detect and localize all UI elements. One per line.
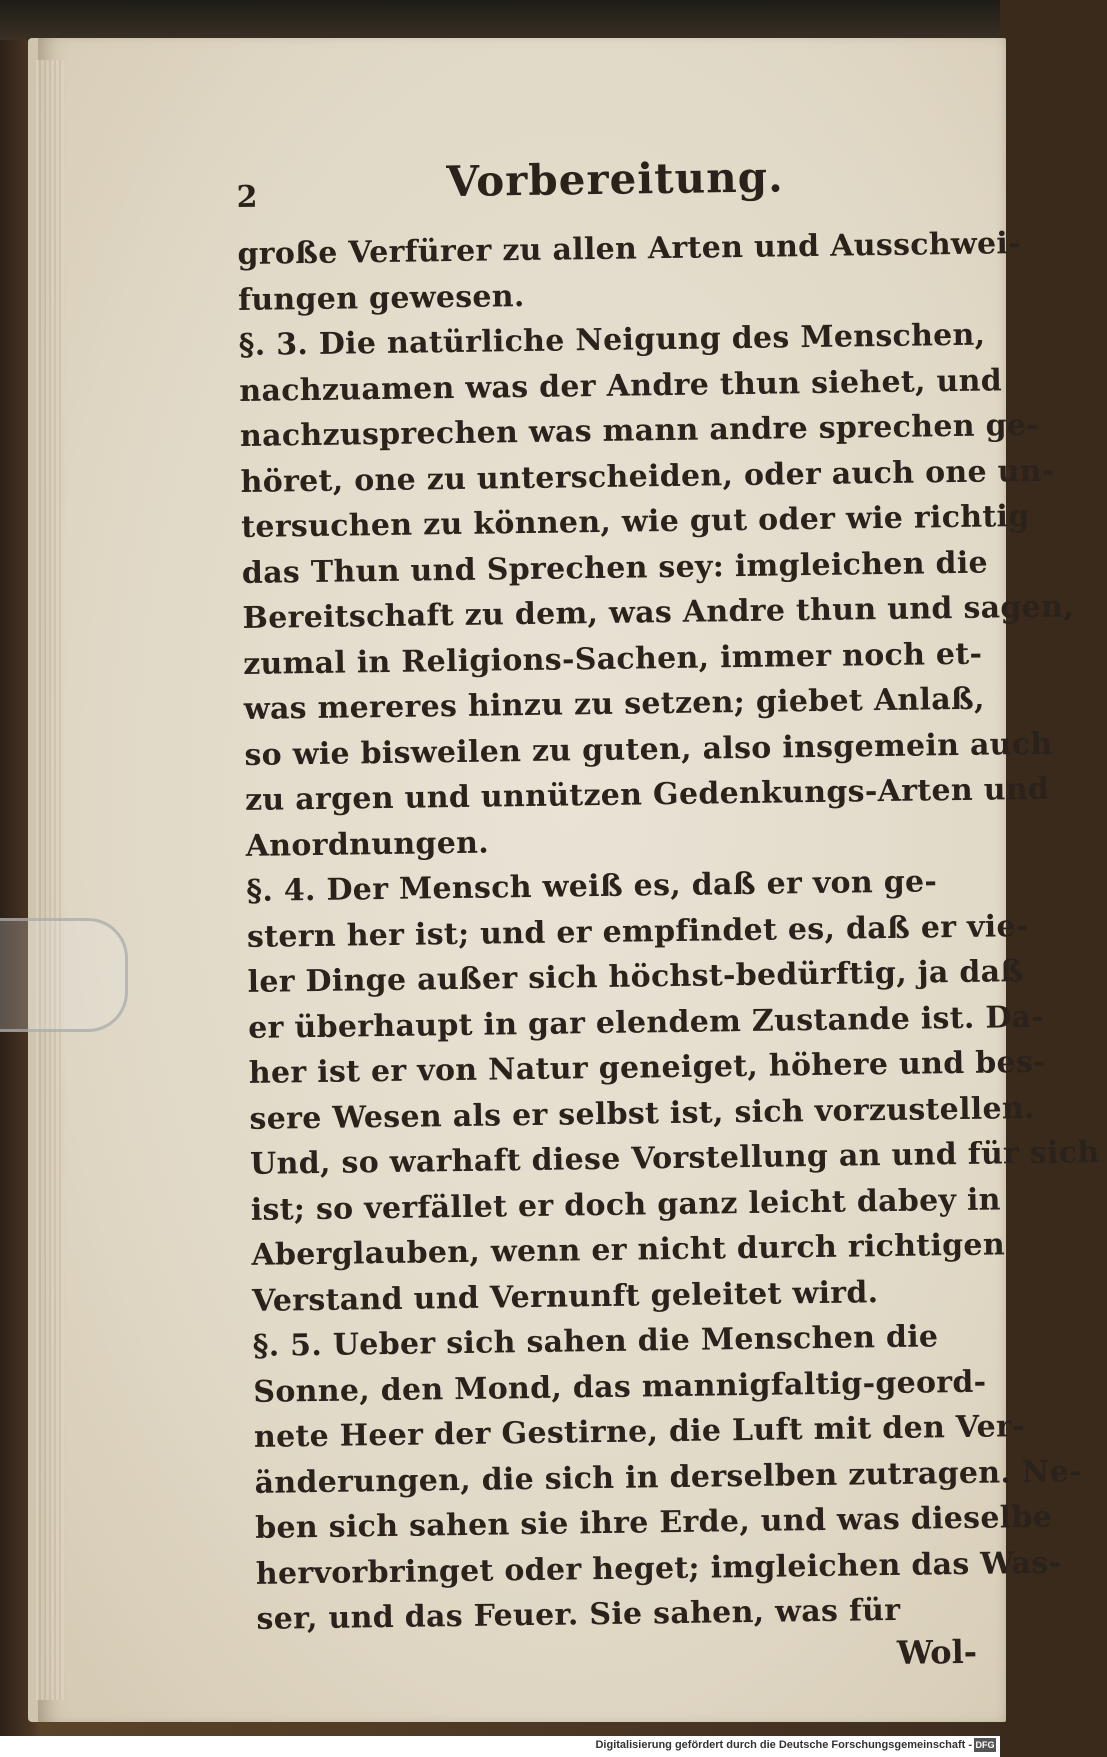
text-line: Anordnungen. <box>245 825 490 864</box>
body-text <box>237 222 1100 1642</box>
page-fore-edge <box>36 60 64 1700</box>
text-line: Und, so warhaft diese Vorstellung an und für sich <box>249 1135 1100 1182</box>
text-line: zumal in Religions-Sachen, immer noch et- <box>242 636 983 682</box>
text-line: ser, und das Feuer. Sie sahen, was für <box>256 1592 901 1637</box>
text-line: fungen gewesen. <box>237 278 525 318</box>
page-number: 2 <box>236 179 258 215</box>
text-line: §. 5. Ueber sich sahen die Menschen die <box>252 1319 939 1364</box>
running-head: Vorbereitung. <box>446 152 785 207</box>
text-line: stern her ist; und er empfindet es, daß er vie- <box>246 908 1029 955</box>
text-line: ler Dinge außer sich höchst-bedürftig, ja daß <box>247 954 1024 1000</box>
text-line: §. 3. Die natürliche Neigung des Menschen, <box>238 317 986 363</box>
page-header <box>236 140 957 232</box>
text-line: hervorbringet oder heget; imgleichen das Was- <box>255 1545 1062 1592</box>
text-line: sere Wesen als er selbst ist, sich vorzustellen. <box>249 1090 1035 1137</box>
text-line: er überhaupt in gar elendem Zustande ist. Da- <box>248 999 1045 1046</box>
text-line: her ist er von Natur geneiget, höhere und bes- <box>248 1044 1047 1091</box>
page-clip <box>0 918 128 1032</box>
text-line: Verstand und Vernunft geleitet wird. <box>251 1274 879 1319</box>
text-line: nachzusprechen was mann andre sprechen ge- <box>239 407 1040 454</box>
text-line: Bereitschaft zu dem, was Andre thun und sagen, <box>242 589 1075 636</box>
text-line: das Thun und Sprechen sey: imgleichen die <box>241 545 989 591</box>
text-line: große Verfürer zu allen Arten und Ausschwei- <box>237 226 1022 272</box>
text-line: ben sich sahen sie ihre Erde, und was dieselbe <box>255 1499 1053 1546</box>
text-line: so wie bisweilen zu guten, also insgemein auch <box>244 726 1053 773</box>
text-line: nete Heer der Gestirne, die Luft mit den Ver- <box>253 1409 1026 1455</box>
text-line: zu argen und unnützen Gedenkungs-Arten und <box>244 771 1050 818</box>
footer-credit: Digitalisierung gefördert durch die Deutsche Forschungsgemeinschaft - <box>595 1739 972 1751</box>
text-line: tersuchen zu können, wie gut oder wie richtig <box>241 498 1030 545</box>
text-line: nachzuamen was der Andre thun siehet, und <box>239 362 1003 409</box>
catchword: Wol- <box>896 1632 978 1672</box>
page-text-block <box>236 140 1100 1686</box>
dfg-logo: DFG <box>975 1740 995 1750</box>
text-line: änderungen, die sich in derselben zutragen. Ne- <box>254 1453 1082 1501</box>
scan-top-edge <box>0 0 1000 40</box>
text-line: was mereres hinzu zu setzen; giebet Anlaß, <box>243 681 986 727</box>
text-line: Sonne, den Mond, das mannigfaltig-geord- <box>253 1364 987 1410</box>
text-line: Aberglauben, wenn er nicht durch richtigen <box>251 1227 1006 1273</box>
text-line: höret, one zu unterscheiden, oder auch one un- <box>240 453 1055 500</box>
text-line: ist; so verfället er doch ganz leicht dabey in <box>250 1181 1002 1228</box>
text-line: §. 4. Der Mensch weiß es, daß er von ge- <box>246 864 938 909</box>
